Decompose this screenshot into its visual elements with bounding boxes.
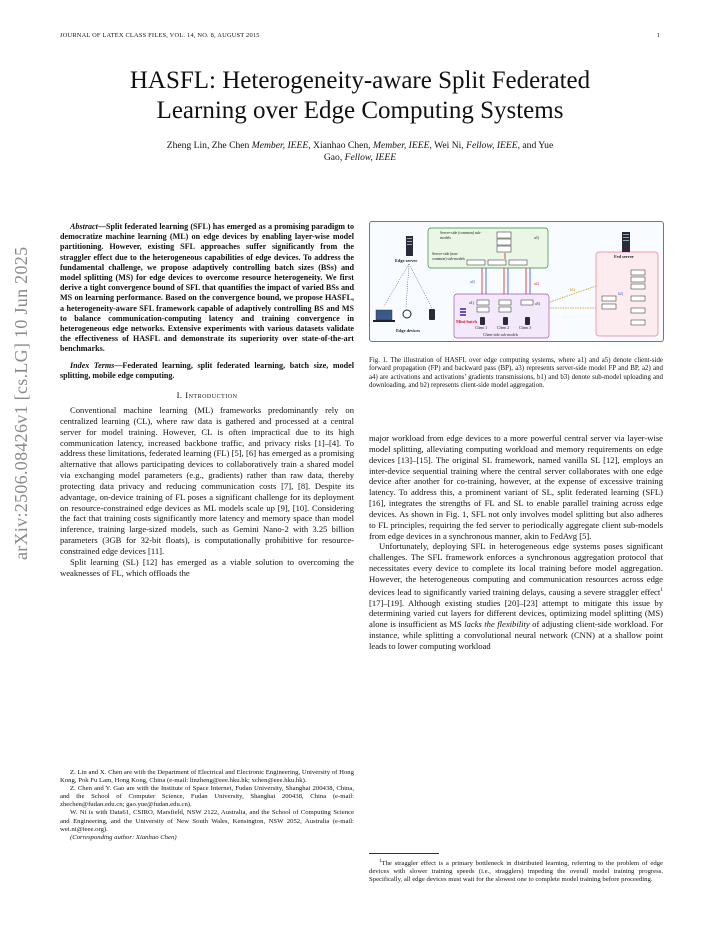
label-a4: a4): [470, 280, 475, 284]
client-2-label: Client 2: [497, 326, 510, 330]
abstract-text: —Split federated learning (SFL) has emerged as a promising paradigm to democratize machine learning (ML) on edge devices by enabling layer-wise model partitioning. However, existing SFL approaches suffer significantly from the straggler effect due to the heterogeneous capabilities of edge devices. To address the fundamental challenge, we propose adaptively controlling batch sizes (BSs) and model splitting (MS) for edge devices to overcome resource heterogeneity. We first derive a tight convergence bound of SFL that quantifies the impact of varied BSs and MS on learning performance. Based on the convergence bound, we propose HASFL, a heterogeneity-aware SFL framework capable of adaptively controlling BS and MS to balance communication-computing latency and training convergence in heterogeneous edge networks. Extensive experiments with various datasets validate the effectiveness of HASFL and demonstrate its superiority over state-of-the-art benchmarks.: [60, 222, 354, 354]
paragraph-text: [17]–[19]. Although existing studies [20]–[23] attempt to mitigate this issue by determining varied cut layers for different devices, optimizing model splitting (MS) alone is insufficient as MS: [369, 597, 663, 630]
server-noncommon-blocks: [467, 260, 527, 265]
intro-paragraph-1: Conventional machine learning (ML) frameworks predominantly rely on centralized learning (CL), where raw data is gathered and processed at a central server for model training. However, CL is often impractical due to its high communication latency, increased backbone traffic, and privacy risks [1]–[4]. To address these limitations, federated learning (FL) [5], [6] has emerged as a promising alternative that allows participating devices to collaboratively train a shared model via exchanging model parameters (e.g., gradients) rather than raw data, thereby protecting data privacy and reducing communication costs [7], [8]. Despite its advantage, on-device training of FL poses a significant challenge for its deployment on resource-constrained edge devices as ML models scale up [9], [10]. Considering the fact that training costs significantly more latency and memory space than model inference, training large-sized models, such as Gemini Nano-2 with 3.25 billion parameters (3GB for 32-bit floats), is computationally prohibitive for resource-constrained edge devices [11].: [60, 405, 354, 557]
wireless-links: [384, 264, 432, 308]
author-text: Zheng Lin, Zhe Chen: [166, 140, 252, 151]
affiliation-2: Z. Chen and Y. Gao are with the Institute of Space Internet, Fudan University, Shanghai 200438, China, and the School of Computer Science, Fudan University, Shanghai 200438, China (e-mail: zhechen@fudan.edu.cn; gao.yue@fudan.edu.cn).: [60, 785, 354, 809]
title-line-2: Learning over Edge Computing Systems: [156, 97, 564, 124]
figure-1-hasfl-illustration: [369, 221, 664, 342]
author-title: Member, IEEE: [251, 140, 309, 151]
footnote-marker: 1: [660, 586, 663, 593]
emphasis-text: lacks the flexibility: [464, 619, 530, 630]
page-number: 1: [656, 32, 660, 39]
client-models-label: Client-side sub-models: [483, 333, 519, 337]
paragraph-text: of adjusting client-side workload. For instance, while splitting a convolutional neural network (CNN) at a shallow point leads to lower computing workload: [369, 619, 663, 651]
author-line-1: [80, 140, 640, 152]
running-header: JOURNAL OF LATEX CLASS FILES, VOL. 14, NO. 8, AUGUST 2015: [60, 32, 260, 39]
mini-batch-label: Mini-batch: [456, 319, 477, 324]
label-b2: b2): [618, 292, 624, 296]
affiliation-3: W. Ni is with Data61, CSIRO, Marsfield, NSW 2122, Australia, and the School of Computing Science and Engineering, and the University of New South Wales, Kensington, NSW 2052, Australia (e-mail: wei.ni@ieee.org).: [60, 809, 354, 833]
corresponding-author-text: (Corresponding author: Xianhao Chen): [70, 833, 177, 841]
edge-server-label: Edge server: [395, 258, 418, 263]
author-title: Fellow, IEEE: [466, 140, 518, 151]
abstract: [60, 222, 354, 355]
edge-devices-label: Edge devices: [396, 328, 421, 333]
abstract-lead: Abstract: [70, 222, 98, 231]
footnote-1: [369, 858, 663, 885]
label-b1: b1): [570, 288, 576, 292]
index-terms-lead: Index Terms: [70, 360, 115, 370]
client-1-label: Client 1: [475, 326, 488, 330]
edge-device-icons: [373, 309, 435, 322]
affiliation-1: Z. Lin and X. Chen are with the Department of Electrical and Electronic Engineering, University of Hong Kong, Pok Fu Lam, Hong Kong, China (e-mail: linzheng@eee.hku.hk; xchen@eee.hku.hk).: [60, 769, 354, 785]
label-a1: a1): [469, 301, 474, 305]
author-text: Gao,: [323, 152, 345, 163]
server-common-label: Server-side (common) sub-models: [440, 231, 482, 240]
author-title: Member, IEEE: [372, 140, 430, 151]
arxiv-stamp: arXiv:2506.08426v1 [cs.LG] 10 Jun 2025: [11, 246, 31, 560]
label-a3: a3): [534, 236, 539, 240]
intro-paragraph-4: [369, 541, 663, 651]
left-column: [60, 222, 354, 579]
label-a5: a5): [535, 302, 540, 306]
figure-caption: [369, 357, 663, 390]
affiliation-block: [60, 769, 354, 842]
author-text: , and Yue: [517, 140, 554, 151]
footnote-number: 1: [379, 859, 382, 864]
fed-server-icon: [622, 232, 630, 252]
title-line-1: HASFL: Heterogeneity-aware Split Federated: [129, 67, 591, 94]
intro-paragraph-2: Split learning (SL) [12] has emerged as a viable solution to overcoming the weaknesses of FL, which offloads the: [60, 556, 354, 578]
corresponding-author: [60, 834, 354, 842]
index-terms-text: —Federated learning, split federated learning, batch size, model splitting, mobile edge computing.: [60, 360, 354, 380]
author-title: Fellow, IEEE: [344, 152, 397, 163]
footnote-block: [369, 853, 663, 885]
author-text: , Xianhao Chen,: [308, 140, 373, 151]
figure-caption-text: Fig. 1. The illustration of HASFL over edge computing systems, where a1) and a5) denote client-side forward propagation (FP) and backward pass (BP), a3) represents server-side model FP and BP, a2) and a4) are activations and activations’ gradients transmissions, b1) and b3) denote sub-model uploading and downloading, and b2) represents client-side model aggregation.: [369, 357, 663, 389]
author-text: , Wei Ni,: [429, 140, 467, 151]
footnote-rule: [369, 853, 439, 854]
paragraph-text: Unfortunately, deploying SFL in heterogeneous edge systems poses significant challenges. The SFL framework enforces a synchronous aggregation protocol that necessitates every device to complete its local training before model aggregation. However, the heterogeneous computing and communication resources across edge devices lead to significantly varied training delays, causing a severe straggler effect: [369, 541, 663, 597]
client-3-label: Client 3: [519, 326, 532, 330]
intro-paragraph-3: major workload from edge devices to a more powerful central server via layer-wise model splitting, alleviating computing workload and memory requirements on edge devices [13]–[15]. The original SL framework, named vanilla SL [12], employs an inter-device sequential training where the central server collaborates with one edge device after another for co-training, however, at the expense of excessive training latency. To address this, a prominent variant of SL, split federated learning (SFL) [16], integrates the strengths of FL and SL to enable parallel training across edge devices. As shown in Fig. 1, SFL not only involves model splitting but also adheres to FL principles, requiring the fed server to periodically aggregate client sub-models from edge devices in a synchronous manner, akin to FedAvg [5].: [369, 433, 663, 541]
paper-title: [60, 66, 660, 126]
fed-server-label: Fed server: [614, 254, 634, 259]
server-noncommon-label: Server-side (non-common) sub-models: [432, 252, 466, 261]
author-list: [80, 140, 640, 164]
bp-arrows: [486, 268, 530, 294]
author-line-2: [80, 152, 640, 164]
figure-diagram: [370, 222, 665, 343]
edge-server-icon: [406, 236, 413, 256]
label-a2: a2): [534, 282, 539, 286]
right-column: [369, 433, 663, 652]
section-heading-introduction: I. Introduction: [176, 390, 238, 401]
mini-batch-icon: [460, 308, 466, 316]
server-common-blocks: [497, 232, 511, 252]
index-terms: [60, 361, 354, 381]
fed-region: [596, 252, 658, 336]
footnote-text: The straggler effect is a primary bottleneck in distributed learning, referring to the problem of edge devices with slower training speeds (i.e., stragglers) impeding the overall model training progress. Specifically, all edge devices must wait for the slowest one to complete model training before proceeding.: [369, 860, 663, 884]
